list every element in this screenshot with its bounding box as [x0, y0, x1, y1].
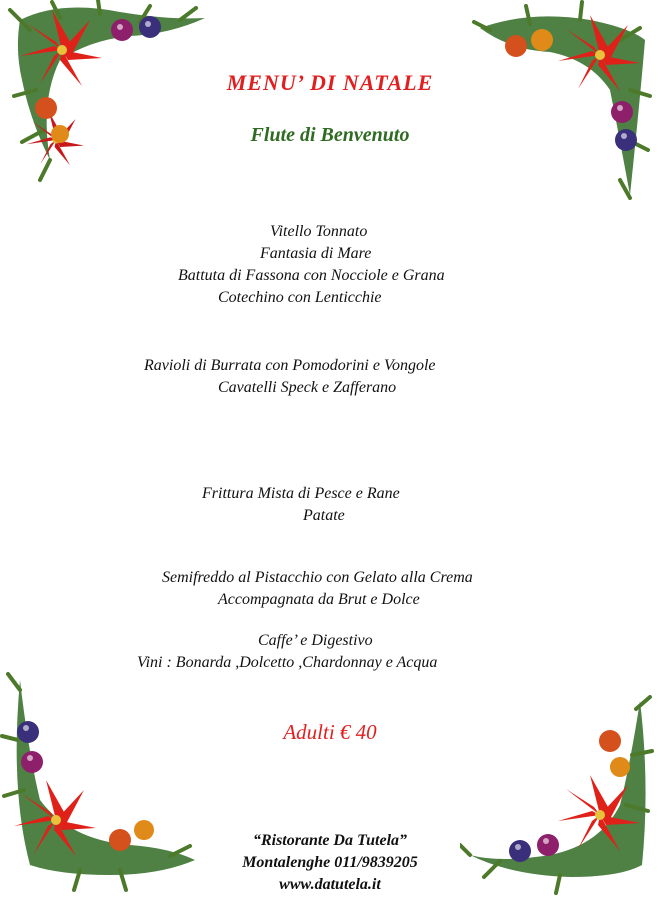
antipasto-item: Battuta di Fassona con Nocciole e Grana [178, 267, 445, 284]
primo-item: Cavatelli Speck e Zafferano [218, 379, 397, 396]
antipasto-item: Fantasia di Mare [260, 245, 372, 262]
dolce-item: Semifreddo al Pistacchio con Gelato alla Crema [162, 569, 473, 586]
poinsettia-garland-top-right [470, 0, 660, 205]
price-adults: Adulti € 40 [283, 720, 377, 744]
primo-item: Ravioli di Burrata con Pomodorini e Vongole [144, 357, 436, 374]
restaurant-name: “Ristorante Da Tutela” [252, 832, 408, 849]
poinsettia-garland-top-left [0, 0, 215, 190]
antipasto-item: Cotechino con Lenticchie [218, 289, 382, 306]
bevanda-item: Caffe’ e Digestivo [258, 632, 373, 649]
menu-title: MENU’ DI NATALE [226, 70, 434, 95]
restaurant-website[interactable]: www.datutela.it [279, 876, 381, 893]
antipasto-item: Vitello Tonnato [270, 223, 368, 240]
welcome-drink: Flute di Benvenuto [250, 124, 410, 146]
bevanda-item: Vini : Bonarda ,Dolcetto ,Chardonnay e Acqua [137, 654, 438, 671]
secondo-item: Frittura Mista di Pesce e Rane [202, 485, 400, 502]
dolce-item: Accompagnata da Brut e Dolce [218, 591, 420, 608]
restaurant-phone: Montalenghe 011/9839205 [242, 854, 418, 871]
secondo-item: Patate [303, 507, 345, 524]
